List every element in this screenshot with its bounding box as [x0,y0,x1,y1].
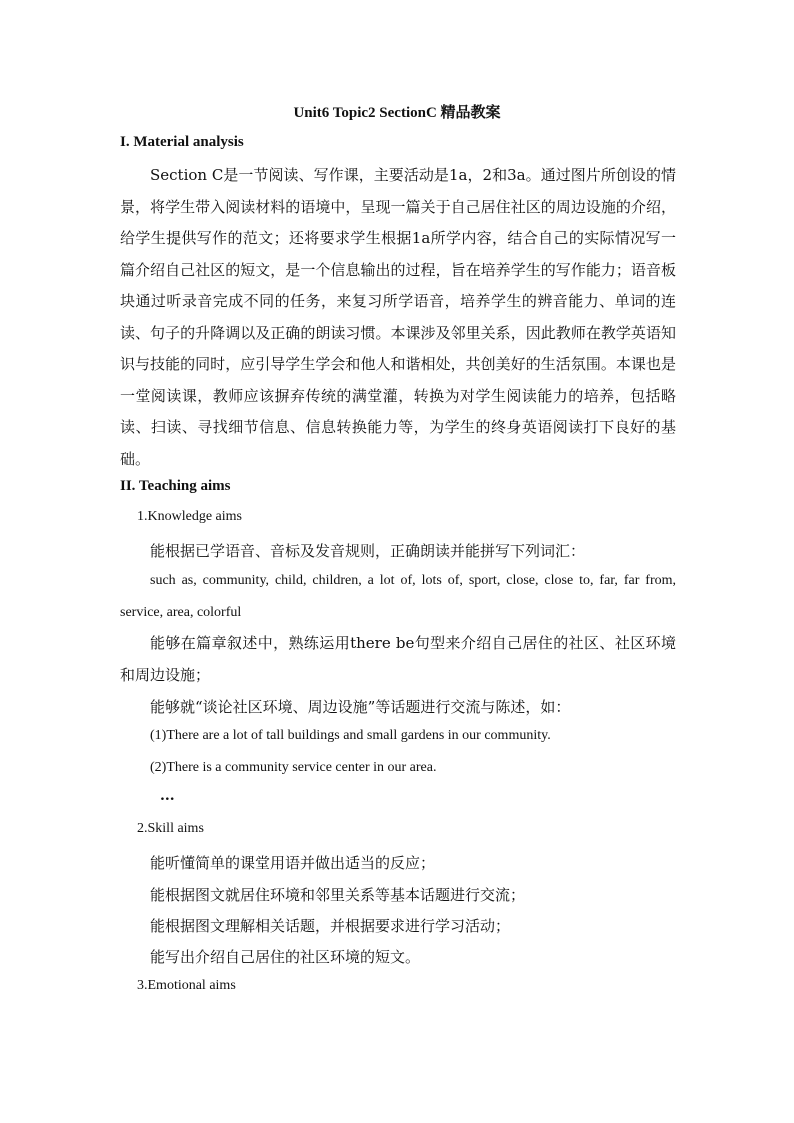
skill-aims-label: 2.Skill aims [137,821,204,836]
vocabulary-list: such as, community, child, children, a lot of, lots of, sport, close, close to, far, far from, service, area, colorful [120,573,676,620]
example-sentence-2: (2)There is a community service center in our area. [150,760,437,775]
section-heading-teaching-aims: II. Teaching aims [120,478,231,494]
knowledge-aim-line-3: 能够就“谈论社区环境、周边设施”等话题进行交流与陈述，如： [150,698,571,716]
knowledge-aims-label: 1.Knowledge aims [137,509,242,524]
page-title: Unit6 Topic2 SectionC 精品教案 [293,105,501,121]
material-analysis-paragraph: Section C是一节阅读、写作课，主要活动是1a，2和3a。通过图片所创设的情景，将学生带入阅读材料的语境中，呈现一篇关于自己居住社区的周边设施的介绍，给学生提供写作的范文；还将要求学生根据1a所学内容，结合自己的实际情况写一篇介绍自己社区的短文，是一个信息输出的过程，旨在培养学生的写作能力；语音板块通过听录音完成不同的任务，来复习所学语音，培养学生的辨音能力、单词的连读、句子的升降调以及正确的朗读习惯。本课涉及邻里关系，因此教师在教学英语知识与技能的同时，应引导学生学会和他人和谐相处，共创美好的生活氛围。本课也是一堂阅读课，教师应该摒弃传统的满堂灌，转换为对学生阅读能力的培养，包括略读、扫读、寻找细节信息、信息转换能力等，为学生的终身英语阅读打下良好的基础。 [120,166,676,468]
skill-aim-item: 能根据图文理解相关话题，并根据要求进行学习活动； [150,917,511,935]
emotional-aims-label: 3.Emotional aims [137,978,236,993]
skill-aim-item: 能根据图文就居住环境和邻里关系等基本话题进行交流； [150,886,526,904]
knowledge-aim-line-1: 能根据已学语音、音标及发音规则，正确朗读并能拼写下列词汇： [150,542,586,560]
section-heading-material-analysis: I. Material analysis [120,134,244,150]
knowledge-aim-line-2: 能够在篇章叙述中，熟练运用there be句型来介绍自己居住的社区、社区环境和周边设施； [120,634,676,684]
example-ellipsis: ... [160,788,175,804]
skill-aim-item: 能写出介绍自己居住的社区环境的短文。 [150,948,421,966]
example-sentence-1: (1)There are a lot of tall buildings and small gardens in our community. [150,728,551,743]
skill-aim-item: 能听懂简单的课堂用语并做出适当的反应； [150,854,436,872]
